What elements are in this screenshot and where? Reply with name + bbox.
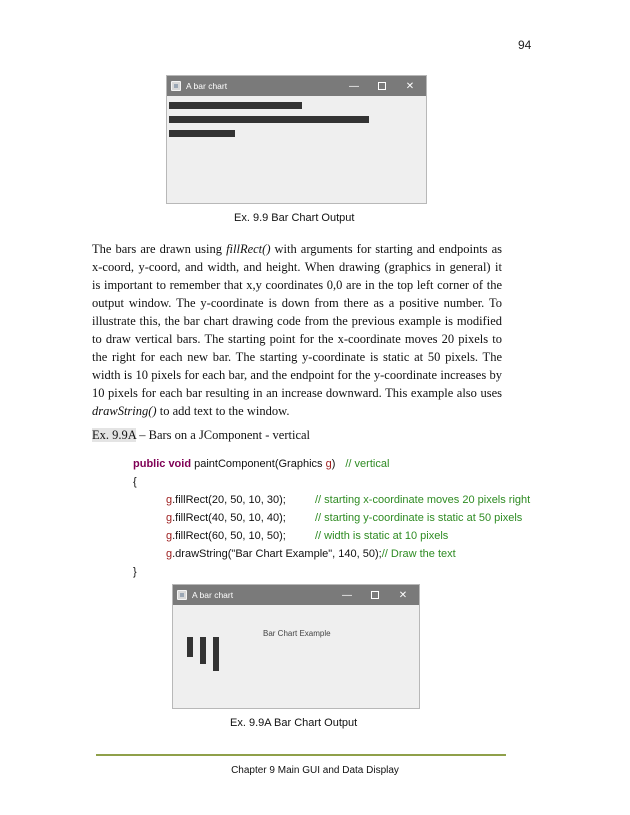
horizontal-bar <box>169 116 369 123</box>
code-line: } <box>133 566 137 578</box>
window-titlebar <box>173 585 419 605</box>
close-icon[interactable]: ✕ <box>398 589 408 601</box>
chart-area-horizontal <box>167 96 426 203</box>
window-titlebar <box>167 76 426 96</box>
body-paragraph <box>92 240 502 420</box>
footer-divider <box>96 754 506 756</box>
java-app-icon <box>177 590 187 600</box>
paragraph-line: output window. The y-coordinate is down from there as a positive number. To <box>92 296 502 310</box>
horizontal-bar <box>169 130 235 137</box>
code-line: public void paintComponent(Graphics g) // vertical <box>133 458 390 470</box>
code-line: { <box>133 476 137 488</box>
code-comment: // starting x-coordinate moves 20 pixels right <box>315 494 531 506</box>
method-name: fillRect() <box>226 242 271 256</box>
maximize-icon[interactable] <box>370 76 394 96</box>
page-number: 94 <box>518 38 532 52</box>
paragraph-line: drawString() to add text to the window. <box>92 404 290 418</box>
example-heading: Ex. 9.9A – Bars on a JComponent - vertical <box>92 428 311 442</box>
chapter-footer: Chapter 9 Main GUI and Data Display <box>231 765 399 776</box>
paragraph-line: illustrate this, the bar chart drawing code from the previous example is modified <box>92 314 502 328</box>
bar-chart-window-vertical <box>172 584 420 709</box>
horizontal-bar <box>169 102 302 109</box>
maximize-icon[interactable] <box>363 585 387 605</box>
paragraph-line: x-coord, y-coord, and width, and height. When drawing (graphics in general) it <box>92 260 502 274</box>
paragraph-line: The bars are drawn using fillRect() with arguments for starting and endpoints as <box>92 242 502 256</box>
code-line: g.drawString("Bar Chart Example", 140, 50);// Draw the text <box>166 548 456 560</box>
figure-caption: Ex. 9.9 Bar Chart Output <box>234 212 355 224</box>
code-comment: // starting y-coordinate is static at 50 pixels <box>315 512 523 524</box>
code-line: g.fillRect(40, 50, 10, 40); <box>166 512 286 524</box>
paragraph-line: to draw vertical bars. The starting point for the x-coordinate moves 20 pixels to <box>92 332 502 346</box>
code-line: g.fillRect(60, 50, 10, 50); <box>166 530 286 542</box>
java-app-icon <box>171 81 181 91</box>
bar-chart-window-horizontal <box>166 75 427 204</box>
chart-text-label: Bar Chart Example <box>263 629 331 638</box>
paragraph-line: width is 10 pixels for each bar, and the endpoint for the y-coordinate increases by <box>92 368 502 382</box>
minimize-icon[interactable]: — <box>349 80 359 92</box>
window-title: A bar chart <box>186 81 228 91</box>
vertical-bar <box>200 637 206 664</box>
paragraph-line: 10 pixels for each bar resulting in an increase downward. This example also uses <box>92 386 502 400</box>
minimize-icon[interactable]: — <box>342 589 352 601</box>
vertical-bar <box>213 637 219 671</box>
method-name: drawString() <box>92 404 157 418</box>
paragraph-line: is important to remember that x,y coordinates 0,0 are in the top left corner of the <box>92 278 502 292</box>
vertical-bar <box>187 637 193 657</box>
paragraph-line: the right for each new bar. The starting y-coordinate is static at 50 pixels. The <box>92 350 502 364</box>
figure-caption: Ex. 9.9A Bar Chart Output <box>230 717 358 729</box>
close-icon[interactable]: ✕ <box>405 80 415 92</box>
window-title: A bar chart <box>192 590 234 600</box>
code-comment: // width is static at 10 pixels <box>315 530 449 542</box>
code-line: g.fillRect(20, 50, 10, 30); <box>166 494 286 506</box>
chart-area-vertical <box>173 605 419 708</box>
example-label: Ex. 9.9A <box>92 428 137 442</box>
